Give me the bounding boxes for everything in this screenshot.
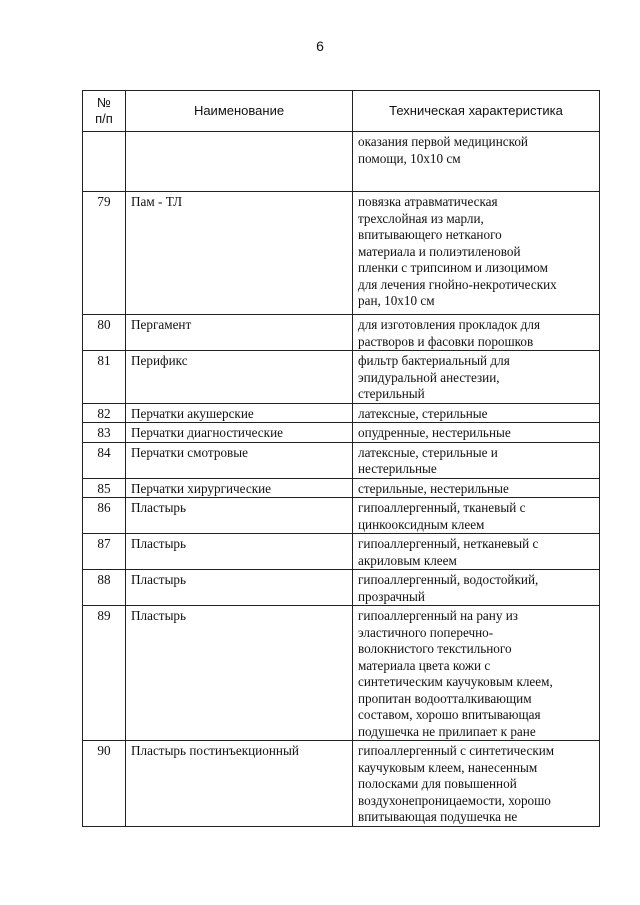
row-number: 82 [83,403,126,423]
table-row [83,534,600,570]
row-name: Пластырь [126,498,353,534]
row-name: Пластырь постинъекционный [126,741,353,827]
row-spec: гипоаллергенный, водостойкий, прозрачный [353,570,600,606]
row-spec: гипоаллергенный на рану из эластичного поперечно- волокнистого текстильного материала цвета кожи с синтетическим каучуковым клеем, пропитан водоотталкивающим составом, хорошо впитывающая подушечка не прилипает к ране [353,606,600,741]
row-number: 81 [83,351,126,404]
table-row [83,423,600,443]
row-name: Пергамент [126,315,353,351]
table-row [83,403,600,423]
row-name: Пластырь [126,606,353,741]
row-spec: оказания первой медицинской помощи, 10х10 см [353,132,600,192]
row-name: Пластырь [126,570,353,606]
row-spec: для изготовления прокладок для растворов и фасовки порошков [353,315,600,351]
table-row [83,192,600,315]
row-number: 89 [83,606,126,741]
row-name: Пластырь [126,534,353,570]
header-spec: Техническая характеристика [353,91,600,132]
row-spec: опудренные, нестерильные [353,423,600,443]
row-number: 87 [83,534,126,570]
row-name: Перчатки смотровые [126,442,353,478]
row-name: Перчатки диагностические [126,423,353,443]
table-row [83,741,600,827]
row-number: 80 [83,315,126,351]
header-number: № п/п [83,91,126,132]
row-number: 86 [83,498,126,534]
row-name: Пам - ТЛ [126,192,353,315]
table-row [83,498,600,534]
row-name: Перчатки хирургические [126,478,353,498]
row-spec: латексные, стерильные [353,403,600,423]
row-number [83,132,126,192]
row-spec: повязка атравматическая трехслойная из марли, впитывающего нетканого материала и полиэтиленовой пленки с трипсином и лизоцимом для лечения гнойно-некротических ран, 10х10 см [353,192,600,315]
row-number: 90 [83,741,126,827]
row-spec: латексные, стерильные и нестерильные [353,442,600,478]
supplies-table [82,90,600,827]
table-row [83,606,600,741]
table-header-row [83,91,600,132]
table-row [83,132,600,192]
table-row [83,478,600,498]
row-number: 88 [83,570,126,606]
row-name: Перификс [126,351,353,404]
row-spec: фильтр бактериальный для эпидуральной анестезии, стерильный [353,351,600,404]
table-row [83,315,600,351]
row-spec: гипоаллергенный, тканевый с цинкооксидным клеем [353,498,600,534]
row-spec: гипоаллергенный с синтетическим каучуковым клеем, нанесенным полосками для повышенной воздухонепроницаемости, хорошо впитывающая подушечка не [353,741,600,827]
table-row [83,442,600,478]
row-number: 83 [83,423,126,443]
table-row [83,570,600,606]
table-row [83,351,600,404]
row-number: 84 [83,442,126,478]
row-name: Перчатки акушерские [126,403,353,423]
page-number: 6 [316,38,324,54]
row-spec: стерильные, нестерильные [353,478,600,498]
row-number: 85 [83,478,126,498]
row-spec: гипоаллергенный, нетканевый с акриловым клеем [353,534,600,570]
row-name [126,132,353,192]
row-number: 79 [83,192,126,315]
header-name: Наименование [126,91,353,132]
